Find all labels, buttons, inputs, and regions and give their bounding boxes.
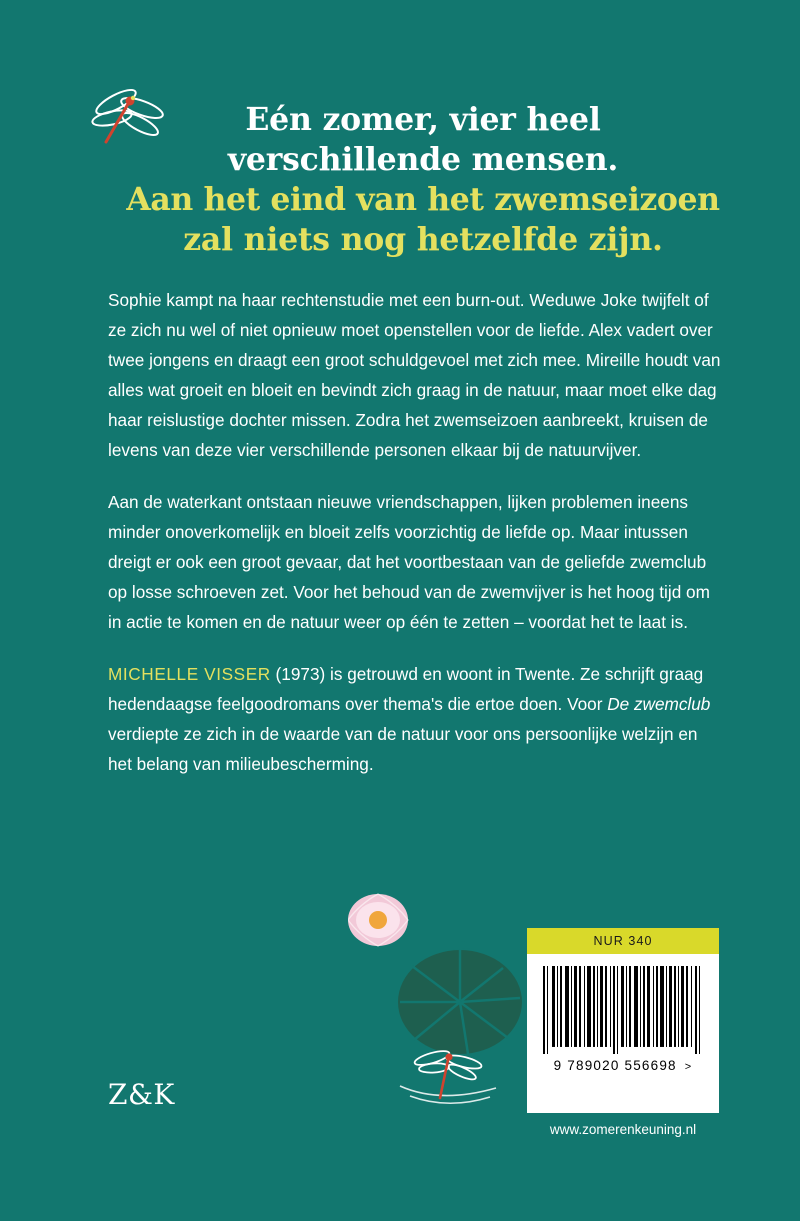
blurb-paragraph-2: Aan de waterkant ontstaan nieuwe vriendschappen, lijken problemen ineens minder onoverkomelijk en bloeit zelfs voorzichtig de liefde op. Maar intussen dreigt er ook een groot gevaar, dat het voortbestaan van de geliefde zwemclub op losse schroeven zet. Voor het behoud van de zwemvijver is het hoog tijd om in actie te komen en de natuur weer op één te zetten – voordat het te laat is. — [108, 492, 710, 632]
author-bio — [108, 659, 726, 779]
isbn-number: 9 789020 556698 — [553, 1058, 677, 1073]
waterlily-flower — [348, 894, 408, 946]
blurb-text — [108, 285, 726, 779]
author-bio-text-before: (1973) is getrouwd en woont in Twente. Ze schrijft graag hedendaagse feelgoodromans over thema's die ertoe doen. Voor — [108, 664, 704, 714]
book-title: De zwemclub — [607, 694, 711, 714]
isbn-digits-row — [527, 1058, 719, 1079]
headline-line-1: Eén zomer, vier heel — [245, 101, 601, 138]
blurb-paragraph-1: Sophie kampt na haar rechtenstudie met een burn-out. Weduwe Joke twijfelt of ze zich nu wel of niet opnieuw moet openstellen voor de liefde. Alex vadert over twee jongens en draagt een groot schuldgevoel met zich mee. Mireille houdt van alles wat groeit en bloeit en bevindt zich graag in de natuur, maar moet elke dag haar reislustige dochter missen. Zodra het zwemseizoen aanbreekt, kruisen de levens van deze vier verschillende personen elkaar bij de natuurvijver. — [108, 290, 721, 460]
author-name: MICHELLE VISSER — [108, 664, 271, 684]
author-bio-text-after: verdiepte ze zich in de waarde van de natuur voor ons persoonlijke welzijn en het belang van milieubescherming. — [108, 724, 698, 774]
headline-line-2: verschillende mensen. — [227, 141, 619, 178]
headline — [108, 100, 738, 260]
headline-line-3: Aan het eind van het zwemseizoen — [126, 181, 720, 218]
headline-line-4: zal niets nog hetzelfde zijn. — [183, 221, 663, 258]
water-ripples — [400, 1086, 496, 1103]
dragonfly-small-icon — [413, 1048, 482, 1098]
waterlily-illustration — [348, 890, 548, 1120]
publisher-website: www.zomerenkeuning.nl — [549, 1122, 697, 1137]
publisher-logo: Z&K — [108, 1078, 175, 1111]
nur-label: NUR 340 — [527, 928, 719, 954]
isbn-caret: > — [684, 1061, 693, 1073]
lily-pad — [398, 941, 522, 1054]
barcode-block — [527, 928, 719, 1113]
barcode-bars — [527, 954, 719, 1058]
